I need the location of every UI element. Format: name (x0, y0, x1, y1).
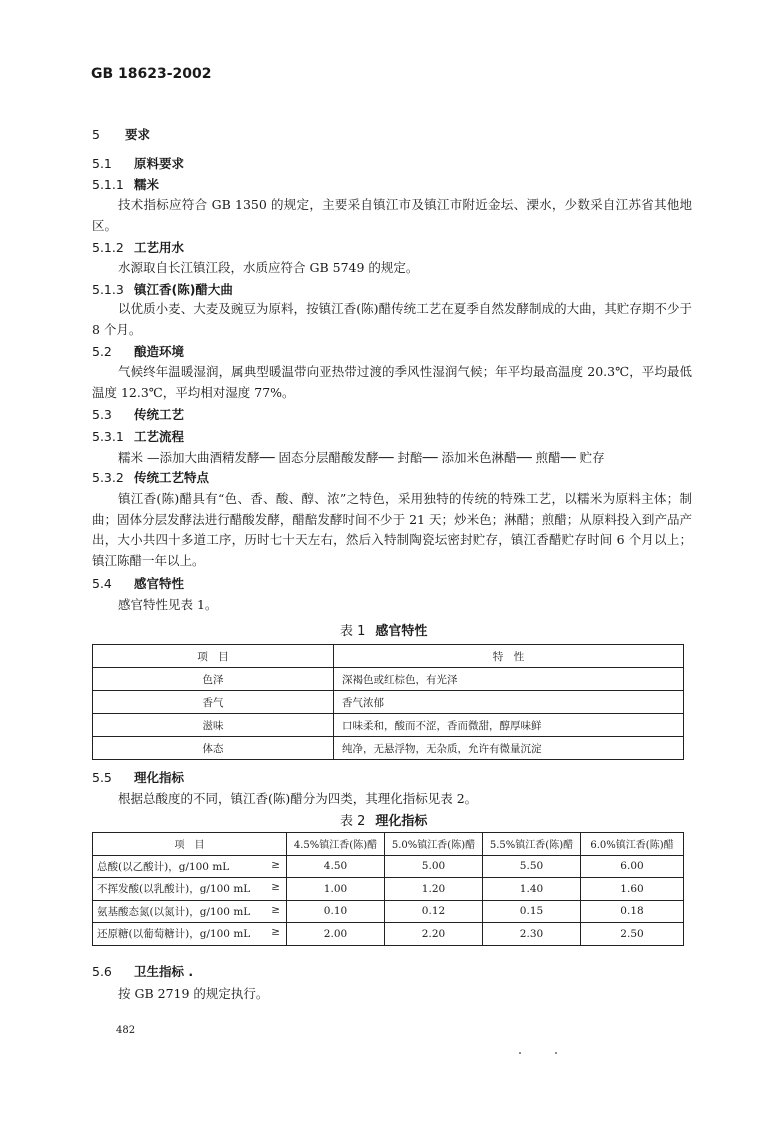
table-header-cell: 项 目 (93, 645, 334, 668)
table-header-cell: 特 性 (334, 645, 684, 668)
section-5-6-text: 按 GB 2719 的规定执行。 (118, 986, 269, 1001)
scan-speck (555, 1052, 557, 1054)
table-row (93, 900, 684, 923)
section-5-1-3-text: 以优质小麦、大麦及豌豆为原料，按镇江香(陈)醋传统工艺在夏季自然发酵制成的大曲，其贮存期不少于 8 个月。 (92, 301, 692, 337)
section-number: 5.1 (92, 156, 112, 171)
section-title: 感官特性 (134, 576, 185, 591)
row-label-text: 还原糖(以葡萄糖计)，g/100 mL (97, 928, 251, 941)
table-cell: 2.30 (483, 923, 581, 946)
row-label-text: 不挥发酸(以乳酸计)，g/100 mL (97, 883, 251, 896)
table-cell: 1.60 (581, 878, 684, 901)
table-row (93, 878, 684, 901)
table-row (93, 855, 684, 878)
section-5-4-text: 感官特性见表 1。 (118, 597, 218, 612)
table-row-label (93, 878, 287, 901)
table-header-row (93, 645, 684, 668)
table-cell: 0.12 (385, 900, 483, 923)
table-row (93, 737, 684, 760)
section-5-heading (92, 125, 150, 143)
section-5-1-2-heading (92, 238, 184, 256)
table2-caption-title: 理化指标 (375, 814, 428, 829)
table-cell: 6.00 (581, 855, 684, 878)
gte-symbol: ≥ (271, 926, 280, 939)
table1-caption (340, 620, 427, 639)
table-row (93, 923, 684, 946)
section-title: 镇江香(陈)醋大曲 (134, 282, 233, 297)
section-title: 卫生指标 . (134, 964, 194, 979)
process-flow: 糯米 —添加大曲酒精发酵── 固态分层醋酸发酵── 封醅── 添加米色淋醋── 煎醋── 贮存 (118, 450, 605, 465)
table2-caption-number: 表 2 (340, 814, 366, 829)
page-number: 482 (116, 1025, 136, 1036)
section-title: 传统工艺 (134, 407, 185, 422)
table2-caption (340, 810, 427, 829)
section-title: 工艺用水 (134, 240, 185, 255)
table-row-label (93, 900, 287, 923)
section-title: 糯米 (134, 177, 160, 192)
table-header-cell: 6.0%镇江香(陈)醋 (581, 833, 684, 856)
table-row-label (93, 923, 287, 946)
table-cell: 2.00 (287, 923, 385, 946)
section-5-5-heading (92, 768, 184, 786)
sensory-table (92, 644, 684, 760)
gte-symbol: ≥ (271, 881, 280, 894)
table-cell: 1.20 (385, 878, 483, 901)
section-5-2-text: 气候终年温暖湿润，属典型暖温带向亚热带过渡的季风性湿润气候；年平均最高温度 20.3℃，平均最低温度 12.3℃，平均相对湿度 77%。 (92, 364, 692, 400)
physicochemical-table (92, 832, 684, 946)
section-title: 原料要求 (134, 156, 185, 171)
table-row (93, 668, 684, 691)
section-number: 5 (92, 127, 100, 142)
section-title: 要求 (125, 127, 151, 142)
table-cell: 2.50 (581, 923, 684, 946)
section-number: 5.5 (92, 770, 112, 785)
section-number: 5.1.1 (92, 177, 124, 192)
table-cell: 体态 (93, 737, 334, 760)
section-5-6-heading (92, 962, 193, 980)
table-cell: 滋味 (93, 714, 334, 737)
table-cell: 5.00 (385, 855, 483, 878)
table-cell: 色泽 (93, 668, 334, 691)
section-5-5-text: 根据总酸度的不同，镇江香(陈)醋分为四类，其理化指标见表 2。 (118, 791, 478, 806)
table-cell: 香气浓郁 (334, 691, 684, 714)
section-number: 5.1.2 (92, 240, 124, 255)
section-5-3-2-text: 镇江香(陈)醋具有“色、香、酸、醇、浓”之特色，采用独特的传统的特殊工艺，以糯米为原料主体；制曲；固体分层发酵法进行醋酸发酵，醋醅发酵时间不少于 21 天；炒米色；淋醋；煎醋；从原料投入到产品产出，大小共四十多道工序，历时七十天左右，然后入特制陶瓷坛密封贮存，镇江香醋贮存时间 6 个月以上；镇江陈醋一年以上。 (92, 491, 692, 568)
table-header-cell: 项 目 (93, 833, 287, 856)
table-cell: 4.50 (287, 855, 385, 878)
section-5-3-heading (92, 405, 184, 423)
row-label-text: 总酸(以乙酸计)，g/100 mL (97, 860, 230, 873)
table-row (93, 714, 684, 737)
table-cell: 0.18 (581, 900, 684, 923)
table-row-label (93, 855, 287, 878)
section-number: 5.6 (92, 964, 112, 979)
section-5-4-heading (92, 574, 184, 592)
table-header-row (93, 833, 684, 856)
section-5-3-1-heading (92, 427, 184, 445)
table-cell: 纯净，无悬浮物，无杂质，允许有微量沉淀 (334, 737, 684, 760)
section-5-1-heading (92, 154, 184, 172)
section-title: 传统工艺特点 (134, 470, 210, 485)
table-cell: 1.40 (483, 878, 581, 901)
section-title: 酿造环境 (134, 344, 185, 359)
table-cell: 5.50 (483, 855, 581, 878)
section-number: 5.4 (92, 576, 112, 591)
standard-code: GB 18623-2002 (91, 66, 212, 82)
section-title: 工艺流程 (134, 429, 185, 444)
section-number: 5.3.1 (92, 429, 124, 444)
table-cell: 口味柔和，酸而不涩，香而微甜，醇厚味鲜 (334, 714, 684, 737)
table-cell: 深褐色或红棕色，有光泽 (334, 668, 684, 691)
section-5-2-heading (92, 342, 184, 360)
scan-speck (519, 1052, 521, 1054)
table1-caption-title: 感官特性 (375, 624, 428, 639)
section-number: 5.1.3 (92, 282, 124, 297)
section-title: 理化指标 (134, 770, 185, 785)
gte-symbol: ≥ (271, 858, 280, 871)
section-5-1-1-heading (92, 175, 159, 193)
table-header-cell: 5.0%镇江香(陈)醋 (385, 833, 483, 856)
section-number: 5.3.2 (92, 470, 124, 485)
table-cell: 2.20 (385, 923, 483, 946)
gte-symbol: ≥ (271, 903, 280, 916)
table-cell: 香气 (93, 691, 334, 714)
table1-caption-number: 表 1 (340, 624, 366, 639)
table-header-cell: 5.5%镇江香(陈)醋 (483, 833, 581, 856)
table-header-cell: 4.5%镇江香(陈)醋 (287, 833, 385, 856)
table-row (93, 691, 684, 714)
section-number: 5.3 (92, 407, 112, 422)
section-5-3-2-heading (92, 468, 209, 486)
row-label-text: 氨基酸态氮(以氮计)，g/100 mL (97, 905, 251, 918)
section-5-1-2-text: 水源取自长江镇江段，水质应符合 GB 5749 的规定。 (118, 260, 419, 275)
section-5-1-1-text: 技术指标应符合 GB 1350 的规定，主要采自镇江市及镇江市附近金坛、溧水，少数采自江苏省其他地区。 (92, 197, 692, 233)
section-number: 5.2 (92, 344, 112, 359)
table-cell: 0.15 (483, 900, 581, 923)
section-5-1-3-heading (92, 280, 233, 298)
table-cell: 1.00 (287, 878, 385, 901)
table-cell: 0.10 (287, 900, 385, 923)
